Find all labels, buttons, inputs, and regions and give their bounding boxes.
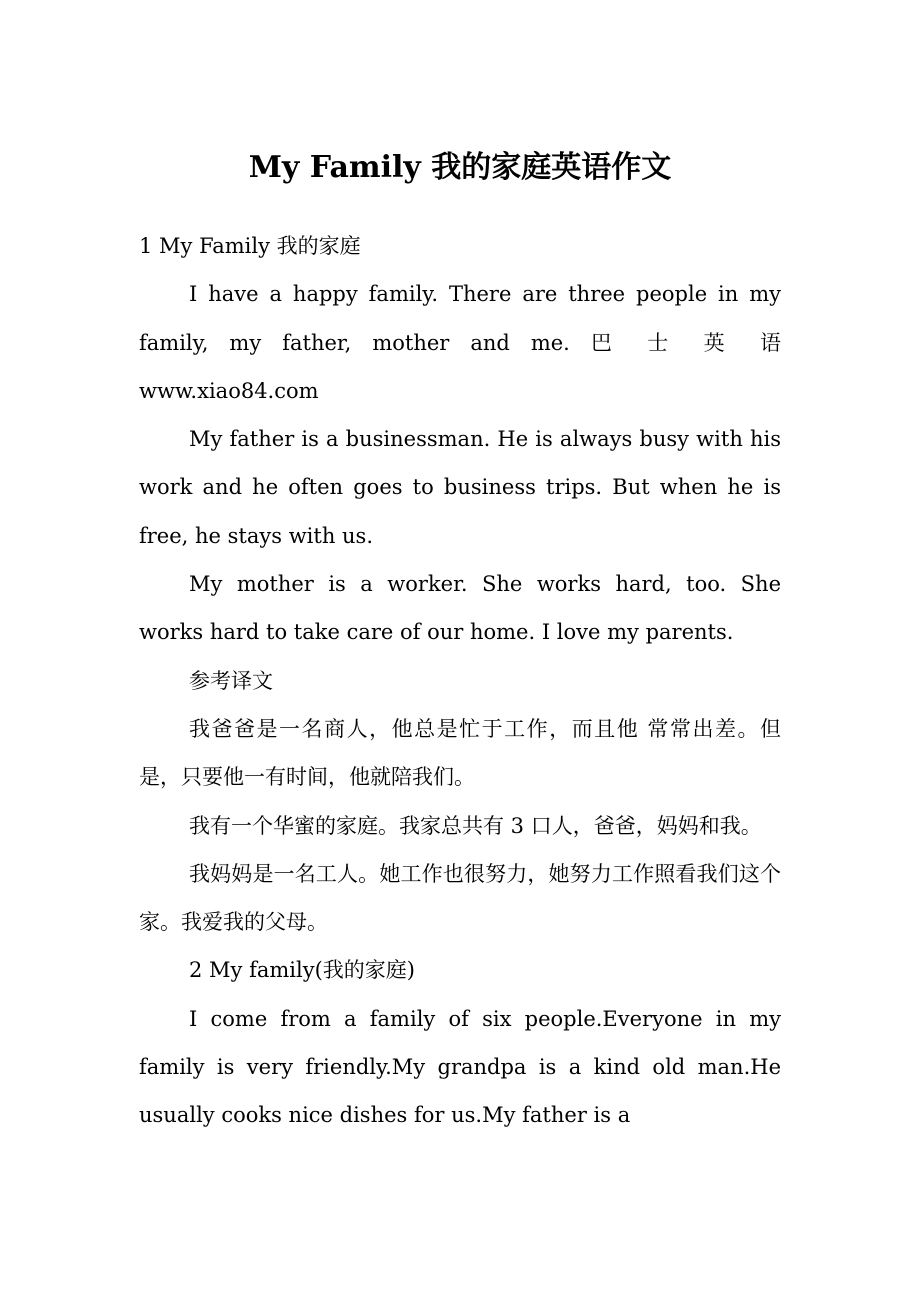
paragraph-father: My father is a businessman. He is always busy with his work and he often goes to business trips. But when he is free, he stays with us. bbox=[139, 427, 781, 548]
paragraph-mother: My mother is a worker. She works hard, too. She works hard to take care of our home. I love my parents. bbox=[139, 572, 781, 645]
paragraph-six-people: I come from a family of six people.Everyone in my family is very friendly.My grandpa is a kind old man.He usually cooks nice dishes for us.My father is a bbox=[139, 1006, 781, 1128]
translation-father: 我爸爸是一名商人，他总是忙于工作，而且他 常常出差。但是，只要他一有时间，他就陪我们。 bbox=[139, 716, 781, 790]
translation-mother: 我妈妈是一名工人。她工作也很努力，她努力工作照看我们这个家。我爱我的父母。 bbox=[139, 861, 781, 935]
translation-heading: 参考译文 bbox=[189, 668, 273, 693]
document-title: My Family 我的家庭英语作文 bbox=[248, 150, 672, 185]
document-body bbox=[139, 222, 781, 1140]
paragraph-intro: I have a happy family. There are three people in my family, my father, mother and me. 巴 士 英 语 www.xiao84.com bbox=[139, 282, 781, 403]
section-heading-2: 2 My family(我的家庭) bbox=[189, 958, 415, 983]
section-heading-1: 1 My Family 我的家庭 bbox=[139, 234, 361, 258]
translation-family: 我有一个华蜜的家庭。我家总共有 3 口人，爸爸，妈妈和我。 bbox=[189, 813, 762, 838]
